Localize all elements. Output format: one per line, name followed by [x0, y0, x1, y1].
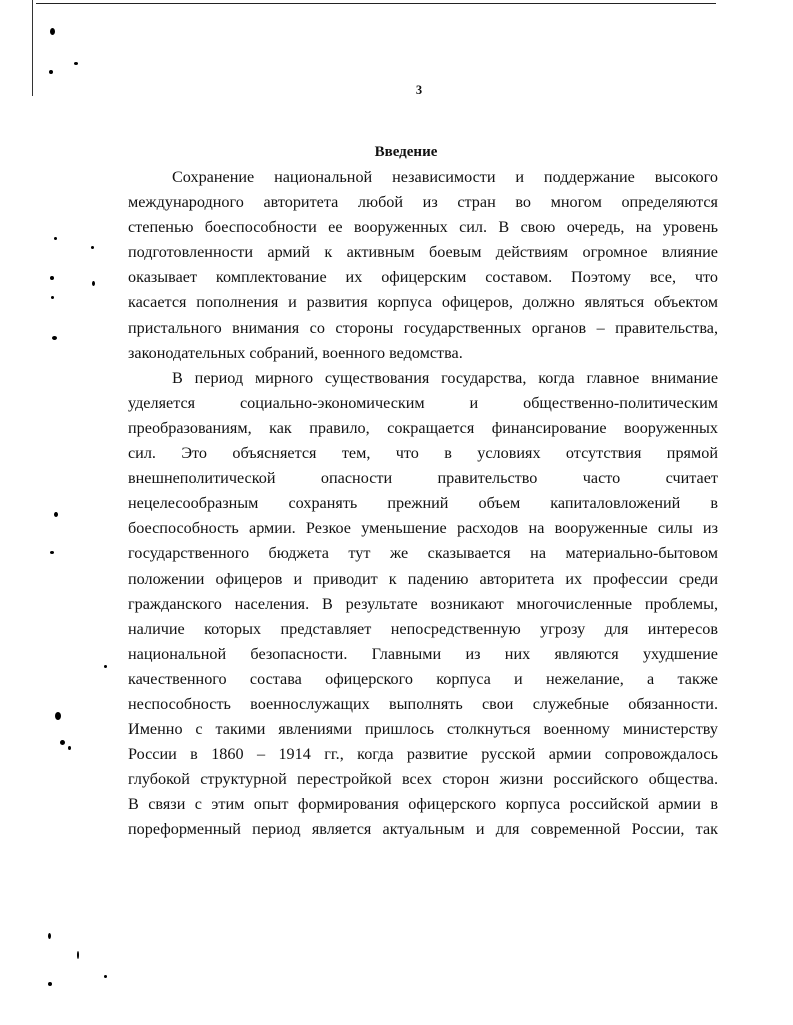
text-line: наличие которых представляет непосредственную угрозу для интересов	[128, 619, 718, 638]
text-line: пореформенный период является актуальным и для современной России, так	[128, 820, 718, 839]
scan-speck	[51, 296, 54, 299]
body-text	[128, 165, 718, 843]
scan-speck	[91, 246, 94, 249]
scan-speck	[54, 237, 57, 240]
scan-speck	[55, 712, 61, 720]
text-line: международного авторитета любой из стран во многом определяются	[128, 193, 718, 212]
text-line: национальной безопасности. Главными из них являются ухудшение	[128, 644, 718, 663]
text-line: неспособность военнослужащих выполнять свои служебные обязанности.	[128, 694, 718, 713]
scan-speck	[50, 276, 54, 280]
text-line: России в 1860 – 1914 гг., когда развитие русской армии сопровождалось	[128, 745, 718, 764]
scan-speck	[68, 746, 71, 750]
text-line: преобразованиям, как правило, сокращается финансирование вооруженных	[128, 418, 718, 437]
text-line: пристального внимания со стороны государственных органов – правительства,	[128, 318, 718, 337]
text-line: Именно с такими явлениями пришлось столкнуться военному министерству	[128, 720, 718, 739]
text-line: уделяется социально-экономическим и общественно-политическим	[128, 393, 718, 412]
text-line: подготовленности армий к активным боевым действиям огромное влияние	[128, 243, 718, 262]
scan-speck	[60, 740, 65, 745]
text-line: положении офицеров и приводит к падению авторитета их профессии среди	[128, 569, 718, 588]
text-line: законодательных собраний, военного ведомства.	[128, 343, 463, 362]
scan-speck	[104, 665, 107, 668]
text-line: сил. Это объясняется тем, что в условиях отсутствия прямой	[128, 444, 718, 463]
scan-speck	[52, 336, 57, 340]
scan-speck	[49, 70, 53, 74]
scan-speck	[92, 281, 95, 286]
scan-speck	[50, 28, 55, 35]
text-line: внешнеполитической опасности правительство часто считает	[128, 469, 718, 488]
text-line: качественного состава офицерского корпуса и нежелание, а также	[128, 669, 718, 688]
text-line: боеспособность армии. Резкое уменьшение расходов на вооруженные силы из	[128, 519, 718, 538]
text-line: степенью боеспособности ее вооруженных сил. В свою очередь, на уровень	[128, 218, 718, 237]
left-border-line	[32, 0, 33, 96]
scan-speck	[50, 551, 54, 554]
text-line: оказывает комплектование их офицерским составом. Поэтому все, что	[128, 268, 718, 287]
text-line: глубокой структурной перестройкой всех сторон жизни российского общества.	[128, 770, 718, 789]
scan-speck	[74, 62, 78, 65]
scan-speck	[104, 975, 107, 978]
text-line: В период мирного существования государства, когда главное внимание	[172, 368, 718, 387]
text-line: государственного бюджета тут же сказывается на материально-бытовом	[128, 544, 718, 563]
scan-speck	[54, 512, 58, 517]
text-line: нецелесообразным сохранять прежний объем капиталовложений в	[128, 494, 718, 513]
scan-speck	[48, 982, 52, 986]
top-border-line	[36, 3, 716, 4]
page-number: 3	[415, 83, 423, 97]
text-line: В связи с этим опыт формирования офицерского корпуса российской армии в	[128, 795, 718, 814]
scan-speck	[48, 933, 51, 939]
scan-speck	[77, 951, 79, 959]
text-line: касается пополнения и развития корпуса офицеров, должно являться объектом	[128, 293, 718, 312]
text-line: Сохранение национальной независимости и поддержание высокого	[172, 168, 718, 186]
section-title: Введение	[374, 144, 438, 160]
text-line: гражданского населения. В результате возникают многочисленные проблемы,	[128, 594, 718, 613]
